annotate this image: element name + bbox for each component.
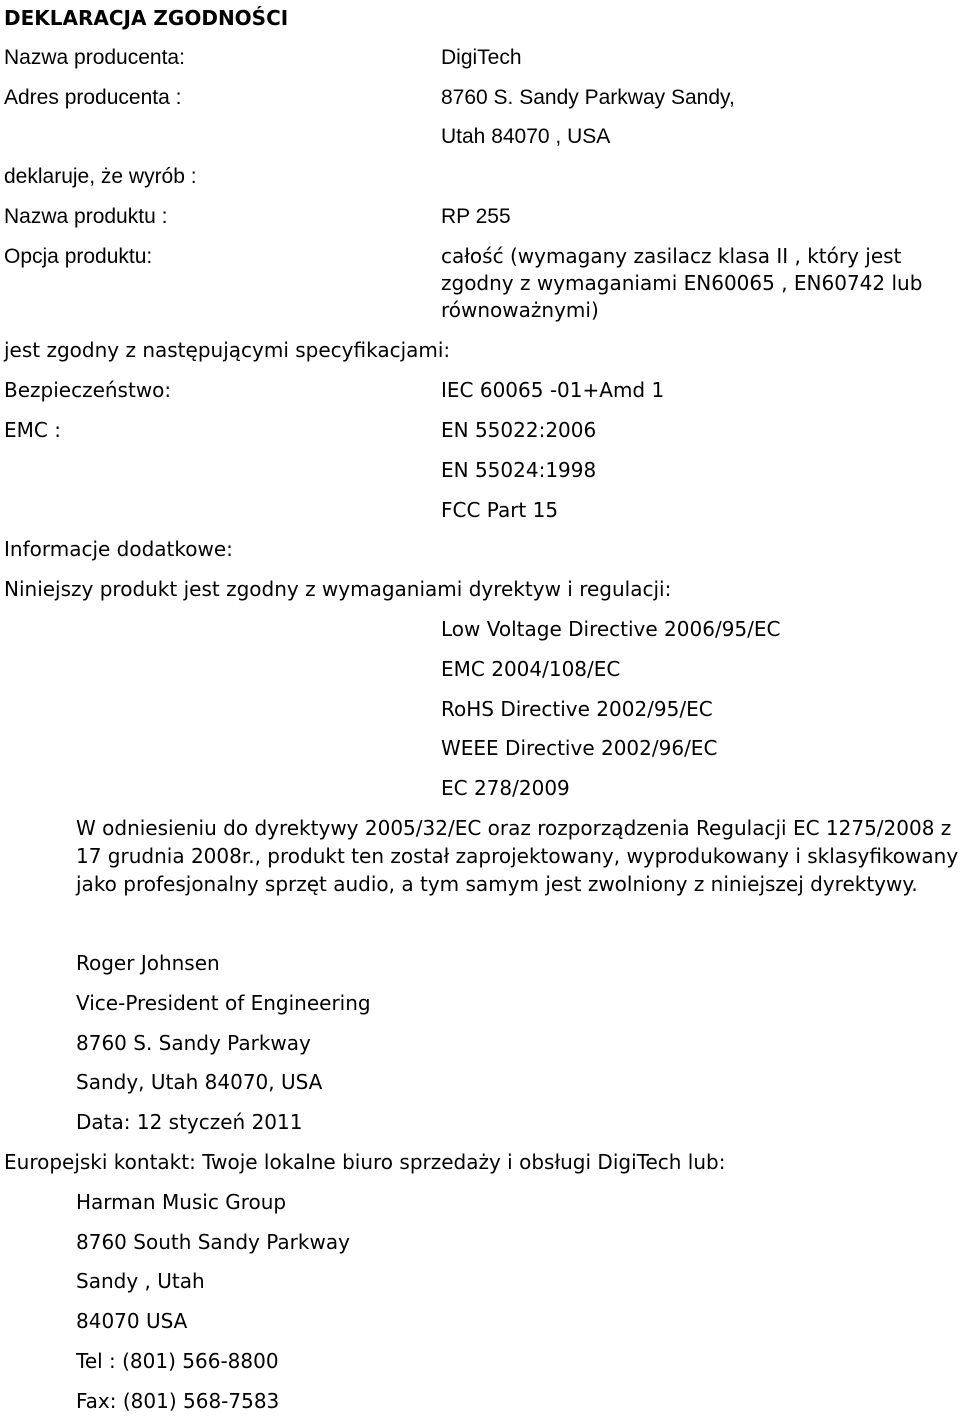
contact-fax: Fax: (801) 568-7583 — [76, 1389, 280, 1413]
contact-company: Harman Music Group — [76, 1190, 287, 1214]
contact-intro: Europejski kontakt: Twoje lokalne biuro sprzedaży i obsługi DigiTech lub: — [4, 1150, 726, 1174]
emc-standard: EN 55024:1998 — [441, 458, 597, 482]
conformity-label: jest zgodny z następującymi specyfikacjami: — [4, 338, 451, 362]
directives-intro: Niniejszy produkt jest zgodny z wymaganiami dyrektyw i regulacji: — [4, 577, 672, 601]
product-name-label: Nazwa produktu : — [4, 205, 168, 228]
emc-standard: FCC Part 15 — [441, 498, 559, 522]
manufacturer-name-label: Nazwa producenta: — [4, 46, 185, 69]
contact-city: Sandy , Utah — [76, 1269, 205, 1293]
contact-zip: 84070 USA — [76, 1309, 188, 1333]
directive-item: RoHS Directive 2002/95/EC — [441, 697, 713, 721]
product-option-line3: równoważnymi) — [441, 298, 599, 322]
signatory-role: Vice-President of Engineering — [76, 991, 371, 1015]
signatory-city: Sandy, Utah 84070, USA — [76, 1070, 323, 1094]
emc-label: EMC : — [4, 418, 61, 442]
manufacturer-address-line2: Utah 84070 , USA — [441, 125, 611, 148]
manufacturer-address-line1: 8760 S. Sandy Parkway Sandy, — [441, 86, 735, 109]
directive-item: Low Voltage Directive 2006/95/EC — [441, 617, 781, 641]
signatory-name: Roger Johnsen — [76, 951, 220, 975]
document-title: DEKLARACJA ZGODNOŚCI — [4, 6, 289, 30]
contact-street: 8760 South Sandy Parkway — [76, 1230, 350, 1254]
directive-item: WEEE Directive 2002/96/EC — [441, 736, 718, 760]
product-option-line2: zgodny z wymaganiami EN60065 , EN60742 lub — [441, 271, 923, 295]
exemption-text-line: W odniesieniu do dyrektywy 2005/32/EC oraz rozporządzenia Regulacji EC 1275/2008 z — [76, 816, 952, 840]
directive-item: EC 278/2009 — [441, 776, 570, 800]
product-name-value: RP 255 — [441, 205, 511, 228]
manufacturer-address-label: Adres producenta : — [4, 86, 182, 109]
declares-label: deklaruje, że wyrób : — [4, 165, 197, 188]
signatory-date: Data: 12 styczeń 2011 — [76, 1110, 303, 1134]
contact-tel: Tel : (801) 566-8800 — [76, 1349, 279, 1373]
exemption-text-line: jako profesjonalny sprzęt audio, a tym samym jest zwolniony z niniejszej dyrektywy. — [76, 872, 918, 896]
product-option-label: Opcja produktu: — [4, 245, 153, 268]
signatory-street: 8760 S. Sandy Parkway — [76, 1031, 311, 1055]
directive-item: EMC 2004/108/EC — [441, 657, 621, 681]
exemption-text-line: 17 grudnia 2008r., produkt ten został zaprojektowany, wyprodukowany i sklasyfikowany — [76, 844, 959, 868]
safety-label: Bezpieczeństwo: — [4, 378, 172, 402]
product-option-line1: całość (wymagany zasilacz klasa II , który jest — [441, 244, 902, 268]
emc-standard: EN 55022:2006 — [441, 418, 597, 442]
manufacturer-name-value: DigiTech — [441, 46, 522, 69]
additional-info-label: Informacje dodatkowe: — [4, 537, 233, 561]
safety-value: IEC 60065 -01+Amd 1 — [441, 378, 665, 402]
